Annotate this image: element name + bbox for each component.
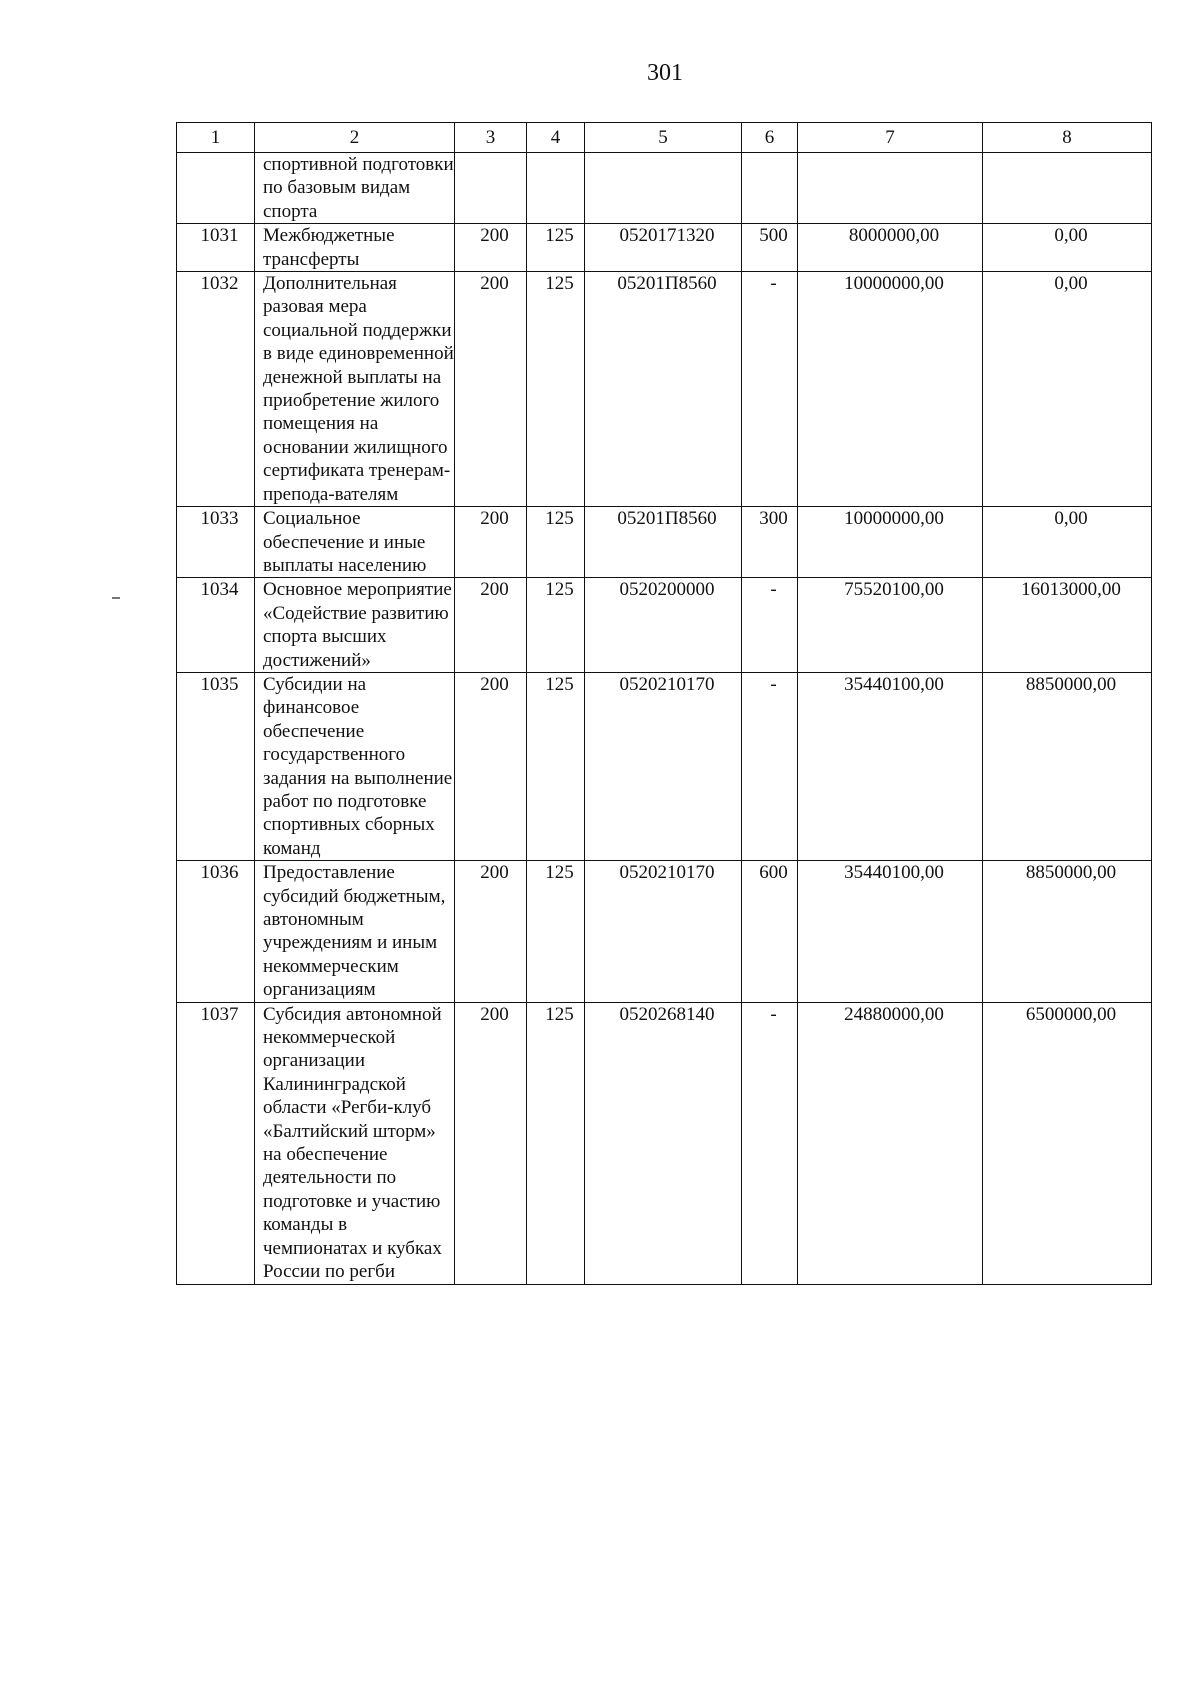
- row-column-3-cell: [455, 153, 527, 224]
- row-name-cell: Дополнительная разовая мера социальной поддержки в виде единовременной денежной выплаты на приобретение жилого помещения на основании жилищного сертификата тренерам-препода-вателям: [255, 272, 455, 507]
- table-row: [177, 224, 1152, 272]
- row-column-7-cell: 10000000,00: [798, 272, 983, 507]
- row-column-3-cell: 200: [455, 578, 527, 673]
- row-column-8-cell: 0,00: [983, 272, 1152, 507]
- row-column-3-cell: 200: [455, 672, 527, 860]
- row-column-4-cell: 125: [527, 507, 585, 578]
- row-column-5-cell: 05201П8560: [585, 272, 742, 507]
- table-row: [177, 578, 1152, 673]
- table-body: [177, 153, 1152, 1285]
- row-column-5-cell: 0520200000: [585, 578, 742, 673]
- row-number-cell: [177, 153, 255, 224]
- row-number-cell: 1037: [177, 1002, 255, 1284]
- column-header-4: 4: [527, 123, 585, 153]
- row-column-7-cell: 8000000,00: [798, 224, 983, 272]
- table-row: [177, 153, 1152, 224]
- column-header-2: 2: [255, 123, 455, 153]
- row-column-3-cell: 200: [455, 507, 527, 578]
- table-row: [177, 1002, 1152, 1284]
- row-column-6-cell: 500: [742, 224, 798, 272]
- table-row: [177, 672, 1152, 860]
- row-column-3-cell: 200: [455, 224, 527, 272]
- budget-table: [176, 122, 1152, 1285]
- row-name-cell: Субсидии на финансовое обеспечение государственного задания на выполнение работ по подготовке спортивных сборных команд: [255, 672, 455, 860]
- row-column-4-cell: [527, 153, 585, 224]
- row-column-8-cell: 16013000,00: [983, 578, 1152, 673]
- row-column-5-cell: 0520171320: [585, 224, 742, 272]
- column-header-1: 1: [177, 123, 255, 153]
- row-column-6-cell: -: [742, 1002, 798, 1284]
- row-column-4-cell: 125: [527, 861, 585, 1002]
- row-column-5-cell: 05201П8560: [585, 507, 742, 578]
- row-column-7-cell: 35440100,00: [798, 672, 983, 860]
- column-header-7: 7: [798, 123, 983, 153]
- row-name-cell: спортивной подготовки по базовым видам спорта: [255, 153, 455, 224]
- row-column-8-cell: 8850000,00: [983, 861, 1152, 1002]
- row-column-4-cell: 125: [527, 224, 585, 272]
- table-row: [177, 272, 1152, 507]
- column-header-6: 6: [742, 123, 798, 153]
- row-column-5-cell: [585, 153, 742, 224]
- row-name-cell: Основное мероприятие «Содействие развитию спорта высших достижений»: [255, 578, 455, 673]
- row-name-cell: Социальное обеспечение и иные выплаты населению: [255, 507, 455, 578]
- row-column-5-cell: 0520210170: [585, 861, 742, 1002]
- row-column-3-cell: 200: [455, 861, 527, 1002]
- row-number-cell: 1036: [177, 861, 255, 1002]
- header-row: [177, 123, 1152, 153]
- row-name-cell: Предоставление субсидий бюджетным, автономным учреждениям и иным некоммерческим организациям: [255, 861, 455, 1002]
- row-column-3-cell: 200: [455, 1002, 527, 1284]
- row-number-cell: 1031: [177, 224, 255, 272]
- column-header-3: 3: [455, 123, 527, 153]
- row-column-7-cell: 35440100,00: [798, 861, 983, 1002]
- row-column-4-cell: 125: [527, 672, 585, 860]
- row-column-6-cell: [742, 153, 798, 224]
- row-number-cell: 1033: [177, 507, 255, 578]
- column-header-5: 5: [585, 123, 742, 153]
- row-column-6-cell: -: [742, 272, 798, 507]
- row-name-cell: Межбюджетные трансферты: [255, 224, 455, 272]
- row-number-cell: 1034: [177, 578, 255, 673]
- margin-mark: [112, 597, 120, 599]
- row-column-4-cell: 125: [527, 1002, 585, 1284]
- row-column-6-cell: -: [742, 672, 798, 860]
- row-number-cell: 1032: [177, 272, 255, 507]
- row-name-cell: Субсидия автономной некоммерческой организации Калининградской области «Регби-клуб «Балтийский шторм» на обеспечение деятельности по подготовке и участию команды в чемпионатах и кубках России по регби: [255, 1002, 455, 1284]
- row-number-cell: 1035: [177, 672, 255, 860]
- row-column-8-cell: 0,00: [983, 507, 1152, 578]
- row-column-7-cell: 10000000,00: [798, 507, 983, 578]
- row-column-4-cell: 125: [527, 272, 585, 507]
- row-column-6-cell: 600: [742, 861, 798, 1002]
- row-column-5-cell: 0520268140: [585, 1002, 742, 1284]
- row-column-7-cell: 24880000,00: [798, 1002, 983, 1284]
- table-row: [177, 507, 1152, 578]
- row-column-5-cell: 0520210170: [585, 672, 742, 860]
- column-header-8: 8: [983, 123, 1152, 153]
- table-row: [177, 861, 1152, 1002]
- row-column-4-cell: 125: [527, 578, 585, 673]
- row-column-7-cell: [798, 153, 983, 224]
- row-column-8-cell: 0,00: [983, 224, 1152, 272]
- row-column-8-cell: [983, 153, 1152, 224]
- row-column-7-cell: 75520100,00: [798, 578, 983, 673]
- row-column-8-cell: 8850000,00: [983, 672, 1152, 860]
- row-column-3-cell: 200: [455, 272, 527, 507]
- row-column-6-cell: -: [742, 578, 798, 673]
- row-column-6-cell: 300: [742, 507, 798, 578]
- row-column-8-cell: 6500000,00: [983, 1002, 1152, 1284]
- page-number: 301: [647, 60, 683, 86]
